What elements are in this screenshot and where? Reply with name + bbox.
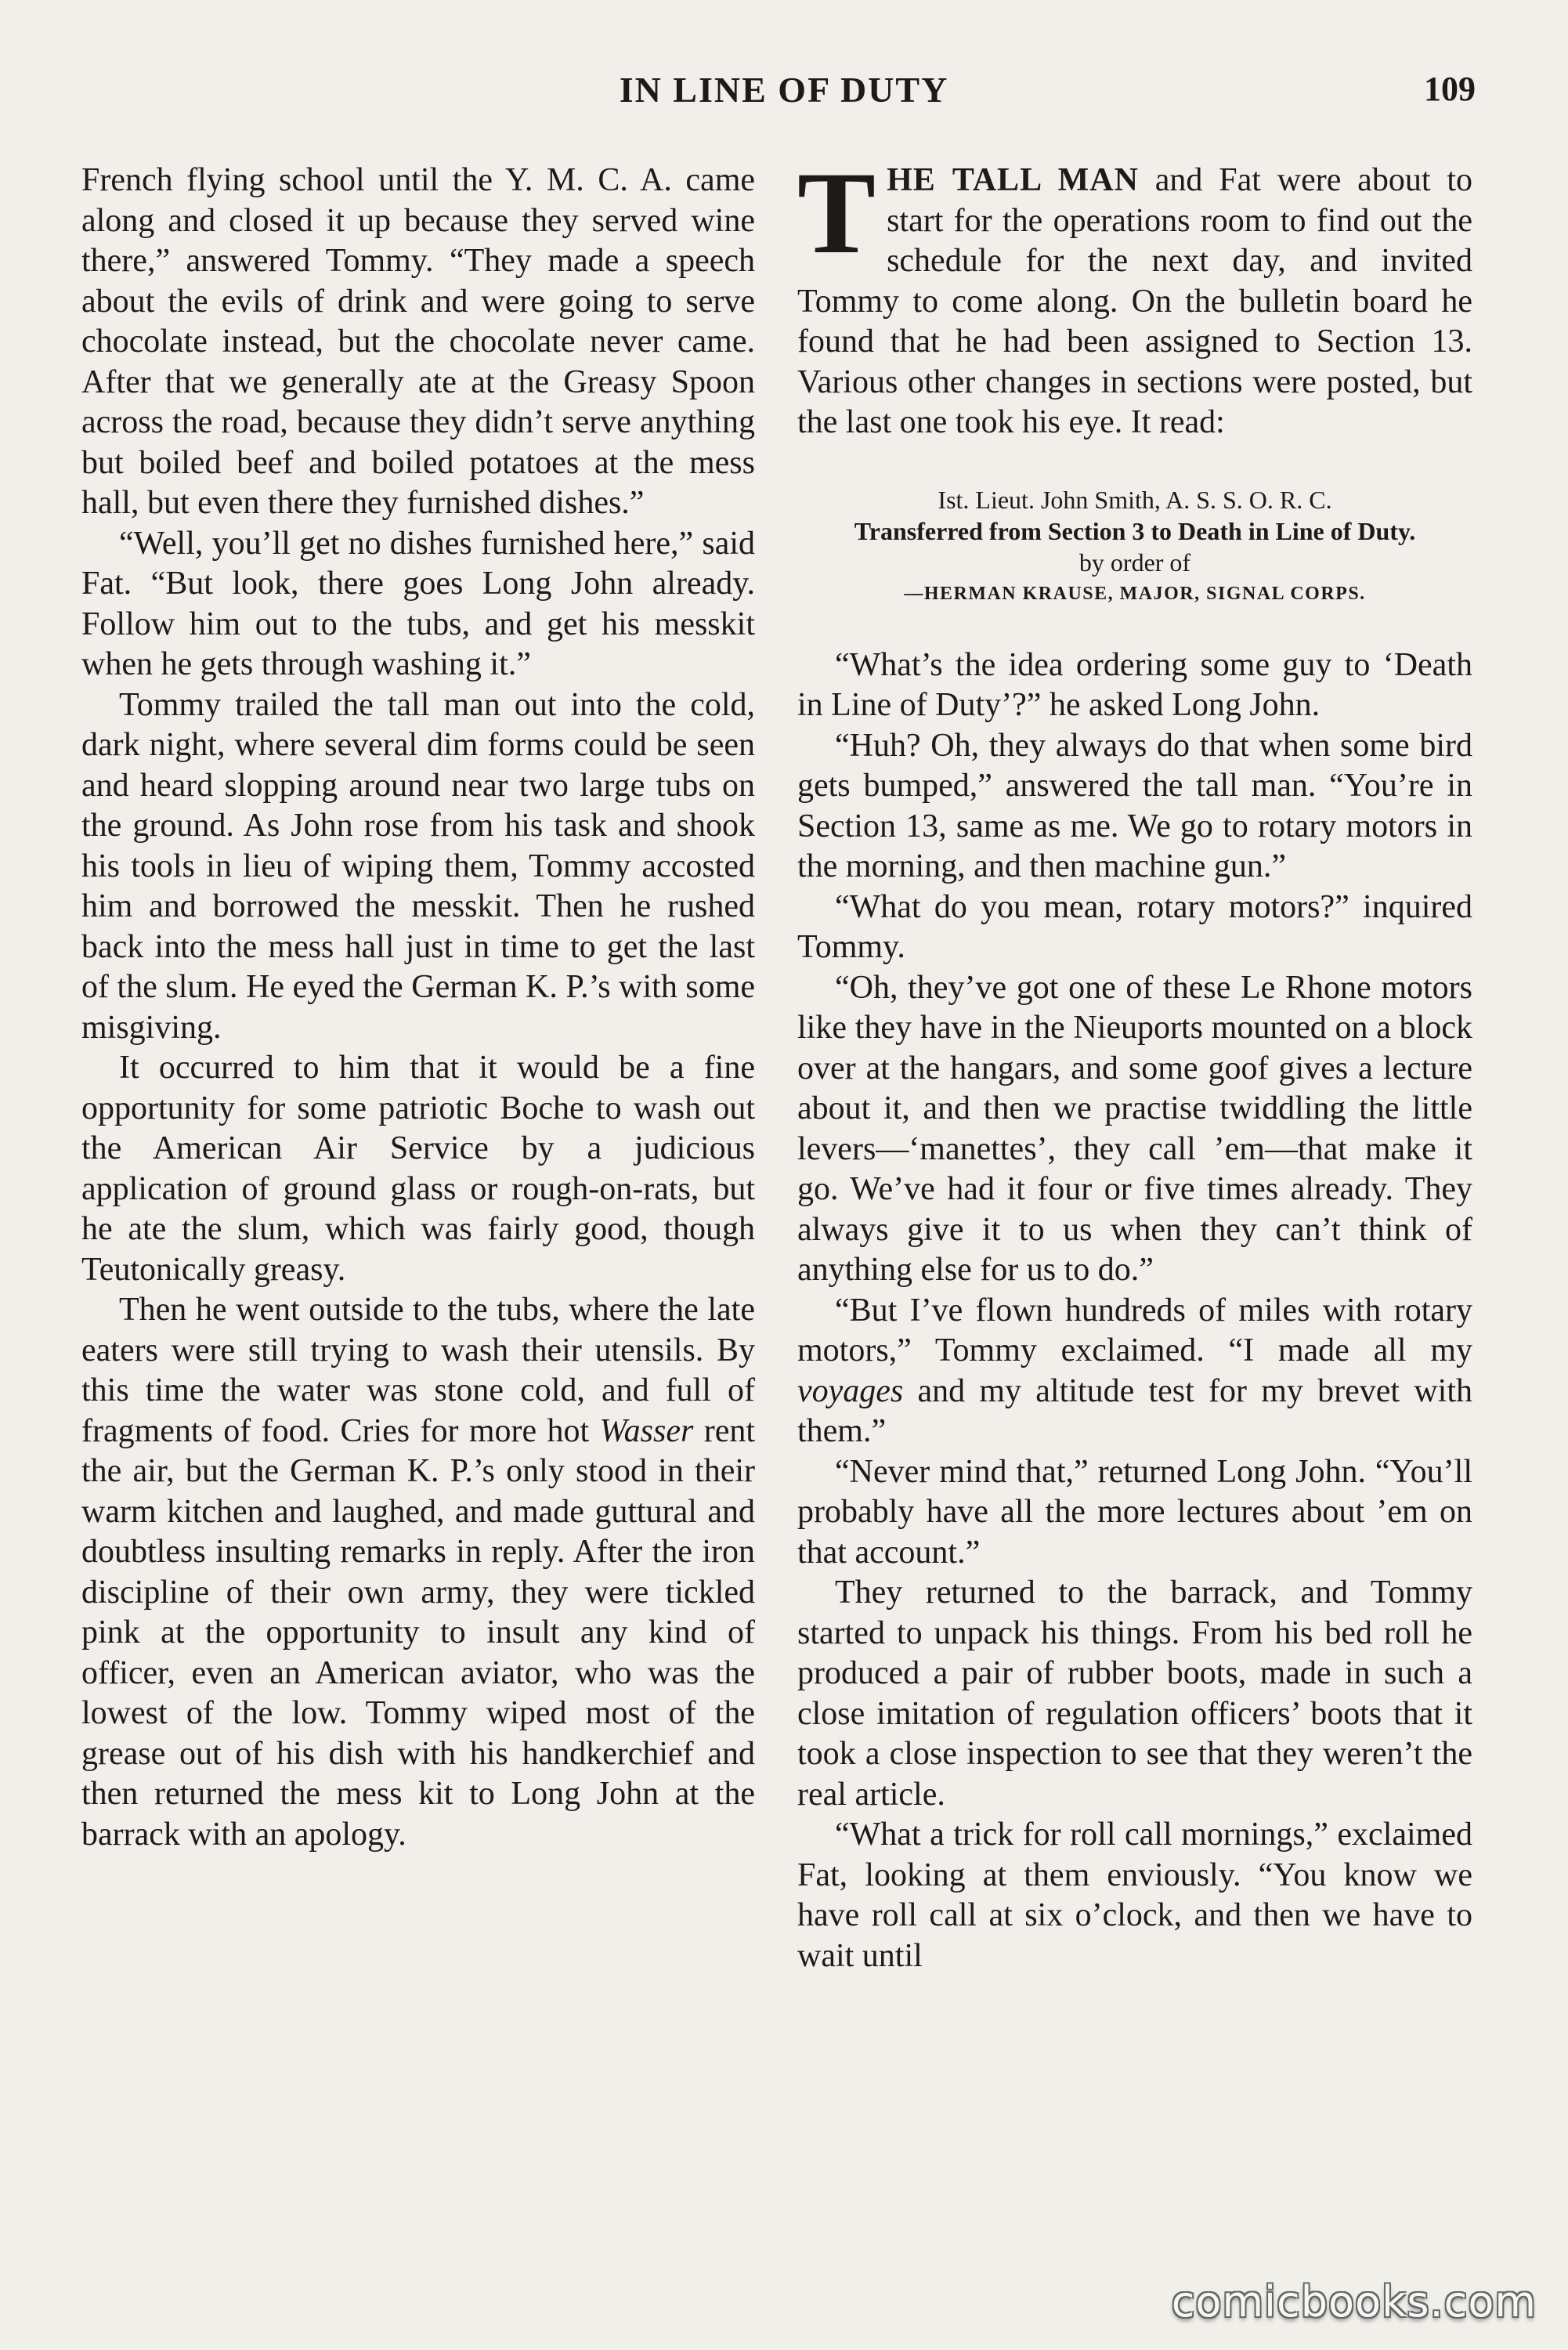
paragraph: “Huh? Oh, they always do that when some bird gets bumped,” answered the tall man. “You’re in Section 13, same as me. We go to rotary motors in the morning, and then machine gun.”: [797, 727, 1472, 884]
paragraph: French flying school until the Y. M. C. A. came along and closed it up because they served wine there,” answered Tommy. “They made a speech about the evils of drink and were going to serve chocolate instead, but the chocolate never came. After that we generally ate at the Greasy Spoon across the road, because they didn’t serve anything but boiled beef and boiled potatoes at the mess hall, but even there they furnished dishes.”: [81, 162, 755, 521]
page-number: 109: [1424, 70, 1476, 108]
paragraph: “Oh, they’ve got one of these Le Rhone motors like they have in the Nieuports mounted on a block over at the hangars, and some goof gives a lecture about it, and then we practise twiddling the little levers—‘manettes’, they call ’em—that make it go. We’ve had it four or five times already. They always give it to us when they can’t think of anything else for us to do.”: [797, 969, 1472, 1288]
watermark-logo: comicbooks.com: [1171, 2277, 1537, 2326]
paragraph: It occurred to him that it would be a fine opportunity for some patriotic Boche to wash out the American Air Service by a judicious application of ground glass or rough-on-rats, but he ate the slum, which was fairly good, though Teutonically greasy.: [81, 1050, 755, 1288]
left-column: [81, 161, 755, 1855]
running-head: IN LINE OF DUTY: [619, 70, 949, 110]
paragraph: They returned to the barrack, and Tommy started to unpack his things. From his bed roll he produced a pair of rubber boots, made in such a close imitation of regulation officers’ boots that it took a close inspection to see that they weren’t the real article.: [797, 1574, 1472, 1813]
italic-word: Wasser: [599, 1412, 694, 1449]
order-line: Transferred from Section 3 to Death in Line of Duty.: [854, 516, 1416, 545]
bulletin-order: [797, 484, 1472, 609]
italic-word: voyages: [797, 1372, 904, 1409]
text-run: and Fat were about to start for the operations room to find out the schedule for the next day, and invited Tommy to come along. On the bulletin board he found that he had been assigned to Section 13. Various other changes in sections were posted, but the last one took his eye. It read:: [797, 162, 1472, 440]
order-line: Ist. Lieut. John Smith, A. S. S. O. R. C.: [938, 485, 1332, 514]
right-column: [797, 148, 1472, 1976]
paragraph: “What a trick for roll call mornings,” exclaimed Fat, looking at them enviously. “You know we have roll call at six o’clock, and then we have to wait until: [797, 1817, 1472, 1974]
text-run: “But I’ve flown hundreds of miles with rotary motors,” Tommy exclaimed. “I made all my: [797, 1292, 1472, 1368]
order-signature: —HERMAN KRAUSE, MAJOR, SIGNAL CORPS.: [904, 583, 1366, 604]
order-line: by order of: [1078, 548, 1191, 577]
paragraph: [81, 1290, 755, 1855]
text-run: and my altitude test for my brevet with them.”: [797, 1372, 1472, 1449]
paragraph: “What’s the idea ordering some guy to ‘Death in Line of Duty’?” he asked Long John.: [797, 646, 1472, 723]
paragraph: Tommy trailed the tall man out into the cold, dark night, where several dim forms could be seen and heard slopping around near two large tubs on the ground. As John rose from his task and shook his tools in lieu of wiping them, Tommy accosted him and borrowed the messkit. Then he rushed back into the mess hall just in time to get the last of the slum. He eyed the German K. P.’s with some misgiving.: [81, 686, 755, 1046]
paragraph: “Well, you’ll get no dishes furnished here,” said Fat. “But look, there goes Long John already. Follow him out to the tubs, and get his messkit when he gets through washing it.”: [81, 525, 755, 682]
paragraph: [797, 1291, 1472, 1452]
text-run: Then he went outside to the tubs, where the late eaters were still trying to wash their utensils. By this time the water was stone cold, and full of fragments of food. Cries for more hot: [81, 1292, 755, 1449]
opening-paragraph: [797, 148, 1472, 443]
paragraph: “Never mind that,” returned Long John. “You’ll probably have all the more lectures about ’em on that account.”: [797, 1453, 1472, 1571]
drop-cap: T: [797, 148, 876, 278]
lead-in-caps: HE TALL MAN: [887, 162, 1139, 198]
paragraph: “What do you mean, rotary motors?” inquired Tommy.: [797, 888, 1472, 965]
text-run: rent the air, but the German K. P.’s only stood in their warm kitchen and laughed, and made guttural and doubtless insulting remarks in reply. After the iron discipline of their own army, they were tickled pink at the opportunity to insult any kind of officer, even an American aviator, who was the lowest of the low. Tommy wiped most of the grease out of his dish with his handkerchief and then returned the mess kit to Long John at the barrack with an apology.: [81, 1412, 755, 1853]
